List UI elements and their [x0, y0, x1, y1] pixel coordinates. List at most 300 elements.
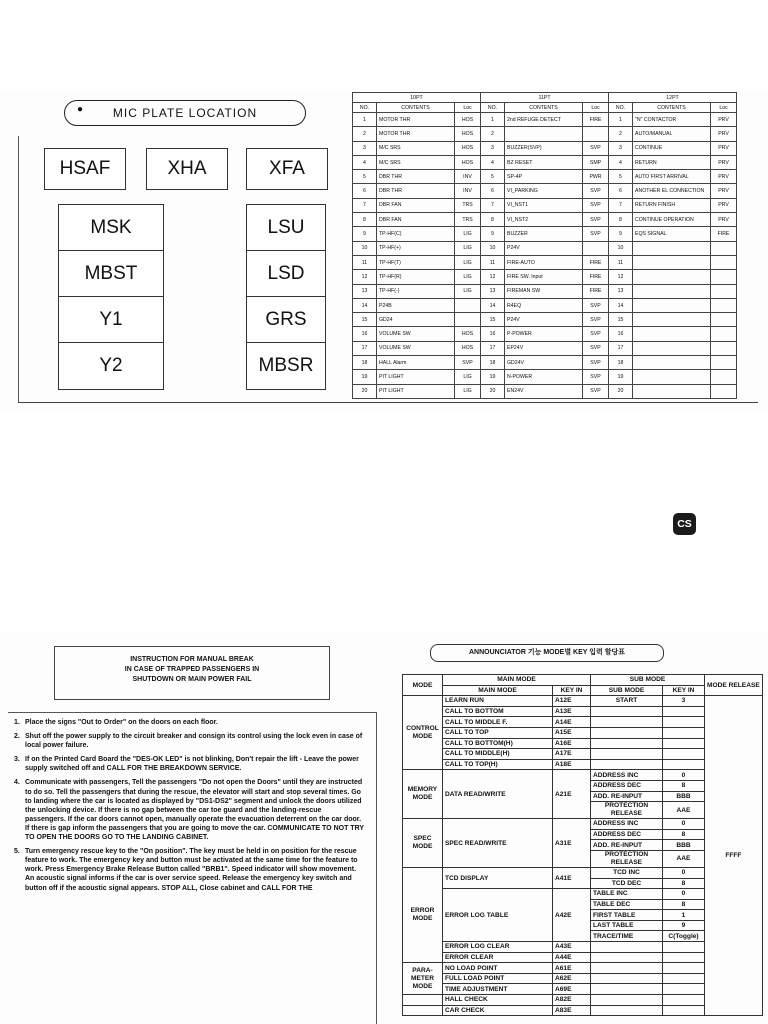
- pin-location-cell: [711, 270, 737, 284]
- main-mode-cell: ERROR CLEAR: [443, 952, 553, 963]
- key-cell: A61E: [553, 963, 591, 974]
- sub-key-cell: AAE: [663, 850, 705, 867]
- main-mode-cell: CALL TO TOP: [443, 727, 553, 738]
- plate-box: LSD: [246, 250, 326, 298]
- pin-location-cell: [711, 370, 737, 384]
- pin-table-row: [353, 370, 737, 384]
- key-cell: A62E: [553, 973, 591, 984]
- pin-location-cell: HOS: [455, 341, 481, 355]
- pin-contents-cell: VI_NST2: [505, 213, 583, 227]
- column-header: Loc: [711, 103, 737, 113]
- sub-mode-cell: PROTECTION RELEASE: [591, 850, 663, 867]
- sub-mode-cell: ADD. RE-INPUT: [591, 840, 663, 851]
- pin-contents-cell: EN24V: [505, 384, 583, 398]
- sub-mode-cell: [591, 995, 663, 1006]
- pin-location-cell: PRV: [711, 127, 737, 141]
- main-mode-cell: CAR CHECK: [443, 1005, 553, 1016]
- item-text: Turn emergency rescue key to the "On position". The key must be held in on position for the rescue feature to work. The emergency key and button must be activated at the same time for the feature to work. Press Emergency Brake Release Button called "BRB1". Speed indicator will show movement. An acoustic signal informs if the car is over service speed. Release the emergency key switch and button off if the acoustic signal appears. STOP ALL, Close cabinet and CALL FOR THE: [25, 848, 358, 892]
- pin-location-cell: INV: [455, 184, 481, 198]
- sub-key-cell: [663, 738, 705, 749]
- pin-number-cell: 14: [609, 298, 633, 312]
- pin-location-cell: PRV: [711, 113, 737, 127]
- sub-mode-cell: TCD INC: [591, 867, 663, 878]
- column-header: Loc: [455, 103, 481, 113]
- plate-box: MBSR: [246, 342, 326, 390]
- pin-location-cell: LIG: [455, 384, 481, 398]
- pin-location-cell: SVP: [583, 227, 609, 241]
- pin-number-cell: 10: [481, 241, 505, 255]
- pin-location-cell: [711, 313, 737, 327]
- pin-location-cell: FIRE: [583, 270, 609, 284]
- column-header: MODE: [403, 675, 443, 696]
- pin-number-cell: 1: [353, 113, 377, 127]
- announciator-table: [402, 674, 763, 1016]
- sub-key-cell: C(Toggle): [663, 931, 705, 942]
- instruction-list: [14, 718, 364, 898]
- sub-key-cell: [663, 727, 705, 738]
- key-cell: A83E: [553, 1005, 591, 1016]
- sub-key-cell: [663, 759, 705, 770]
- pin-number-cell: 4: [609, 155, 633, 169]
- pin-table-row: [353, 170, 737, 184]
- pin-location-cell: SVP: [583, 370, 609, 384]
- sub-key-cell: [663, 973, 705, 984]
- main-mode-cell: TIME ADJUSTMENT: [443, 984, 553, 995]
- pin-contents-cell: M/C SRS: [377, 155, 455, 169]
- pin-table-row: [353, 327, 737, 341]
- mode-cell: [403, 995, 443, 1006]
- instruction-item: [14, 755, 364, 773]
- pin-number-cell: 7: [353, 198, 377, 212]
- key-cell: A43E: [553, 942, 591, 953]
- pin-number-cell: 13: [609, 284, 633, 298]
- pin-contents-cell: MOTOR THR: [377, 127, 455, 141]
- main-mode-cell: SPEC READ/WRITE: [443, 819, 553, 868]
- pin-location-cell: PRV: [711, 155, 737, 169]
- pin-contents-cell: AUTO FIRST ARRIVAL: [633, 170, 711, 184]
- announciator-body: [403, 696, 763, 1016]
- pin-number-cell: 11: [609, 255, 633, 269]
- pin-contents-cell: TP-HF(R): [377, 270, 455, 284]
- sub-mode-cell: ADDRESS DEC: [591, 829, 663, 840]
- pin-number-cell: 2: [353, 127, 377, 141]
- pin-location-cell: HOS: [455, 155, 481, 169]
- pin-number-cell: 2: [609, 127, 633, 141]
- key-cell: A18E: [553, 759, 591, 770]
- pin-contents-cell: 2nd REFUGE DETECT: [505, 113, 583, 127]
- sub-mode-cell: [591, 963, 663, 974]
- pin-number-cell: 3: [609, 141, 633, 155]
- pin-number-cell: 15: [481, 313, 505, 327]
- sub-mode-cell: [591, 727, 663, 738]
- mode-cell: MEMORY MODE: [403, 770, 443, 819]
- plate-box: Y2: [58, 342, 164, 390]
- pin-number-cell: 6: [481, 184, 505, 198]
- sub-key-cell: 8: [663, 829, 705, 840]
- pin-contents-cell: P24V: [505, 313, 583, 327]
- sub-key-cell: 8: [663, 780, 705, 791]
- pin-contents-cell: [633, 356, 711, 370]
- pin-location-cell: INV: [455, 170, 481, 184]
- key-cell: A69E: [553, 984, 591, 995]
- main-mode-cell: CALL TO MIDDLE(H): [443, 749, 553, 760]
- pin-contents-cell: VOLUME SW: [377, 327, 455, 341]
- pin-contents-cell: GD24V: [505, 356, 583, 370]
- pin-number-cell: 9: [353, 227, 377, 241]
- pin-contents-cell: MOTOR THR: [377, 113, 455, 127]
- main-mode-cell: LEARN RUN: [443, 696, 553, 707]
- plate-box: HSAF: [44, 148, 126, 190]
- pin-location-cell: PRV: [711, 141, 737, 155]
- pin-contents-cell: CONTINUE: [633, 141, 711, 155]
- main-mode-cell: TCD DISPLAY: [443, 867, 553, 888]
- main-mode-cell: HALL CHECK: [443, 995, 553, 1006]
- pin-contents-cell: [633, 241, 711, 255]
- pin-location-cell: PWR: [583, 170, 609, 184]
- pin-number-cell: 14: [353, 298, 377, 312]
- pin-location-cell: PRV: [711, 184, 737, 198]
- sub-key-cell: [663, 942, 705, 953]
- pin-contents-cell: BUZZER: [505, 227, 583, 241]
- pin-contents-cell: [633, 313, 711, 327]
- sub-mode-cell: TABLE DEC: [591, 899, 663, 910]
- main-mode-cell: CALL TO TOP(H): [443, 759, 553, 770]
- column-header: NO.: [481, 103, 505, 113]
- pin-contents-cell: [505, 127, 583, 141]
- pin-number-cell: 17: [609, 341, 633, 355]
- pin-contents-cell: FIREMAN SW: [505, 284, 583, 298]
- pin-contents-cell: PIT LIGHT: [377, 384, 455, 398]
- pin-location-cell: [711, 356, 737, 370]
- pin-number-cell: 4: [353, 155, 377, 169]
- pin-number-cell: 9: [609, 227, 633, 241]
- sub-key-cell: 0: [663, 819, 705, 830]
- pin-number-cell: 13: [353, 284, 377, 298]
- pin-location-cell: SVP: [583, 313, 609, 327]
- pin-contents-cell: BZ RESET: [505, 155, 583, 169]
- sub-key-cell: 8: [663, 899, 705, 910]
- sub-mode-cell: TRACE/TIME: [591, 931, 663, 942]
- pin-table-row: [353, 298, 737, 312]
- announciator-title: ANNOUNCIATOR 기능 MODE별 KEY 입력 할당표: [430, 644, 664, 662]
- pin-table-row: [353, 141, 737, 155]
- group-header: 11PT: [481, 93, 609, 103]
- pin-contents-cell: P24B: [377, 298, 455, 312]
- column-header: CONTENTS: [505, 103, 583, 113]
- pin-number-cell: 2: [481, 127, 505, 141]
- pin-location-cell: LIG: [455, 370, 481, 384]
- pin-contents-cell: RETURN: [633, 155, 711, 169]
- pin-number-cell: 19: [481, 370, 505, 384]
- sub-mode-cell: FIRST TABLE: [591, 910, 663, 921]
- mode-release-cell: FFFF: [705, 696, 763, 1016]
- pin-contents-cell: [633, 298, 711, 312]
- pin-contents-cell: [633, 270, 711, 284]
- pin-contents-cell: EP24V: [505, 341, 583, 355]
- instruction-item: [14, 732, 364, 750]
- plate-box: GRS: [246, 296, 326, 344]
- pin-location-cell: FIRE: [583, 113, 609, 127]
- pin-contents-cell: DBR THR: [377, 184, 455, 198]
- pin-location-cell: LIG: [455, 241, 481, 255]
- instruction-heading: [54, 646, 330, 700]
- pin-location-cell: [711, 241, 737, 255]
- instruction-scan: [0, 632, 768, 1024]
- main-mode-cell: ERROR LOG TABLE: [443, 889, 553, 942]
- pin-number-cell: 11: [353, 255, 377, 269]
- key-cell: A15E: [553, 727, 591, 738]
- sub-mode-cell: TCD DEC: [591, 878, 663, 889]
- item-text: Shut off the power supply to the circuit breaker and consign its control using the lock even in case of local power failure.: [25, 733, 363, 750]
- pin-assignment-table: [352, 92, 737, 399]
- pin-location-cell: LIG: [455, 270, 481, 284]
- key-cell: A42E: [553, 889, 591, 942]
- sub-key-cell: [663, 1005, 705, 1016]
- pin-location-cell: [711, 298, 737, 312]
- pin-number-cell: 9: [481, 227, 505, 241]
- column-header: Loc: [583, 103, 609, 113]
- pin-number-cell: 15: [353, 313, 377, 327]
- main-mode-cell: ERROR LOG CLEAR: [443, 942, 553, 953]
- camscanner-logo: CS: [673, 513, 696, 535]
- scan-edge-line: [18, 402, 758, 403]
- pin-table-row: [353, 241, 737, 255]
- pin-number-cell: 15: [609, 313, 633, 327]
- pin-contents-cell: VOLUME SW: [377, 341, 455, 355]
- pin-number-cell: 20: [353, 384, 377, 398]
- pin-table-body: [353, 113, 737, 399]
- pin-location-cell: [711, 327, 737, 341]
- pin-contents-cell: VI_NST1: [505, 198, 583, 212]
- pin-number-cell: 19: [353, 370, 377, 384]
- pin-location-cell: HOS: [455, 113, 481, 127]
- pin-location-cell: FIRE: [583, 255, 609, 269]
- pin-number-cell: 16: [481, 327, 505, 341]
- mode-cell: CONTROL MODE: [403, 696, 443, 770]
- main-mode-cell: CALL TO MIDDLE F.: [443, 717, 553, 728]
- pin-contents-cell: DBR THR: [377, 170, 455, 184]
- key-cell: A82E: [553, 995, 591, 1006]
- pin-table-row: [353, 113, 737, 127]
- column-header: MAIN MODE: [443, 685, 553, 696]
- pin-number-cell: 5: [481, 170, 505, 184]
- pin-contents-cell: SP-4P: [505, 170, 583, 184]
- sub-mode-cell: START: [591, 696, 663, 707]
- heading-line: INSTRUCTION FOR MANUAL BREAK: [130, 656, 254, 663]
- key-cell: A13E: [553, 706, 591, 717]
- pin-number-cell: 12: [353, 270, 377, 284]
- main-mode-cell: DATA READ/WRITE: [443, 770, 553, 819]
- pin-number-cell: 13: [481, 284, 505, 298]
- pin-location-cell: SVP: [583, 298, 609, 312]
- pin-number-cell: 17: [481, 341, 505, 355]
- sub-key-cell: 1: [663, 910, 705, 921]
- item-number: 3.: [14, 756, 20, 764]
- pin-number-cell: 8: [481, 213, 505, 227]
- instruction-item: [14, 778, 364, 842]
- main-mode-cell: CALL TO BOTTOM: [443, 706, 553, 717]
- item-number: 2.: [14, 733, 20, 741]
- pin-location-cell: HOS: [455, 327, 481, 341]
- key-cell: A14E: [553, 717, 591, 728]
- pin-location-cell: [711, 284, 737, 298]
- pin-location-cell: [583, 241, 609, 255]
- column-header: SUB MODE: [591, 675, 705, 686]
- pin-contents-cell: M/C SRS: [377, 141, 455, 155]
- column-header: MAIN MODE: [443, 675, 591, 686]
- plate-box: XHA: [146, 148, 228, 190]
- sub-mode-cell: [591, 749, 663, 760]
- pin-location-cell: LIG: [455, 227, 481, 241]
- sub-mode-cell: ADDRESS INC: [591, 819, 663, 830]
- pin-table-row: [353, 384, 737, 398]
- pin-contents-cell: FIRE SW. Input: [505, 270, 583, 284]
- pin-location-cell: TRS: [455, 198, 481, 212]
- pin-number-cell: 11: [481, 255, 505, 269]
- main-mode-cell: FULL LOAD POINT: [443, 973, 553, 984]
- sub-mode-cell: ADD. RE-INPUT: [591, 791, 663, 802]
- mode-cell: PARA-METER MODE: [403, 963, 443, 995]
- pin-contents-cell: N-POWER: [505, 370, 583, 384]
- heading-line: SHUTDOWN OR MAIN POWER FAIL: [132, 676, 252, 683]
- pin-number-cell: 5: [353, 170, 377, 184]
- pin-table-row: [353, 284, 737, 298]
- heading-line: IN CASE OF TRAPPED PASSENGERS IN: [124, 666, 260, 673]
- plate-box: XFA: [246, 148, 328, 190]
- pin-contents-cell: ANOTHER EL CONNECTION: [633, 184, 711, 198]
- pin-location-cell: [711, 384, 737, 398]
- pin-contents-cell: [633, 284, 711, 298]
- sub-key-cell: BBB: [663, 791, 705, 802]
- pin-contents-cell: FIRE-AUTO: [505, 255, 583, 269]
- plate-box: MSK: [58, 204, 164, 252]
- instruction-item: [14, 718, 364, 727]
- pin-contents-cell: GD24: [377, 313, 455, 327]
- pin-contents-cell: P-POWER: [505, 327, 583, 341]
- sub-key-cell: 3: [663, 696, 705, 707]
- sub-mode-cell: [591, 942, 663, 953]
- pin-number-cell: 10: [609, 241, 633, 255]
- pin-contents-cell: [633, 384, 711, 398]
- key-cell: A44E: [553, 952, 591, 963]
- pin-number-cell: 6: [353, 184, 377, 198]
- pin-location-cell: FIRE: [711, 227, 737, 241]
- sub-mode-cell: [591, 706, 663, 717]
- pin-table-row: [353, 184, 737, 198]
- pin-contents-cell: [633, 341, 711, 355]
- pin-contents-cell: PIT LIGHT: [377, 370, 455, 384]
- sub-key-cell: [663, 984, 705, 995]
- pin-location-cell: [455, 298, 481, 312]
- sub-key-cell: [663, 995, 705, 1006]
- pin-location-cell: PRV: [711, 198, 737, 212]
- pin-number-cell: 16: [609, 327, 633, 341]
- pin-location-cell: HOS: [455, 127, 481, 141]
- pin-location-cell: TRS: [455, 213, 481, 227]
- pin-number-cell: 14: [481, 298, 505, 312]
- sub-key-cell: [663, 717, 705, 728]
- pin-table-row: [353, 270, 737, 284]
- pin-contents-cell: EQS SIGNAL: [633, 227, 711, 241]
- sub-key-cell: 0: [663, 889, 705, 900]
- pin-contents-cell: [633, 255, 711, 269]
- pin-table-row: [353, 155, 737, 169]
- column-header: NO.: [353, 103, 377, 113]
- pin-table-row: [353, 341, 737, 355]
- pin-table-row: [353, 356, 737, 370]
- column-header: CONTENTS: [633, 103, 711, 113]
- group-header: 12PT: [609, 93, 737, 103]
- pin-contents-cell: RETURN FINISH: [633, 198, 711, 212]
- mic-plate-scan: [0, 90, 768, 410]
- pin-contents-cell: P24V: [505, 241, 583, 255]
- key-cell: A17E: [553, 749, 591, 760]
- key-cell: A41E: [553, 867, 591, 888]
- mode-cell: [403, 1005, 443, 1016]
- pin-location-cell: PRV: [711, 213, 737, 227]
- pin-number-cell: 18: [353, 356, 377, 370]
- pin-number-cell: 6: [609, 184, 633, 198]
- pin-location-cell: SVP: [583, 356, 609, 370]
- pin-number-cell: 18: [481, 356, 505, 370]
- plate-box: Y1: [58, 296, 164, 344]
- pin-contents-cell: "N" CONTACTOR: [633, 113, 711, 127]
- pin-contents-cell: DBR FAN: [377, 198, 455, 212]
- item-text: Place the signs "Out to Order" on the doors on each floor.: [25, 719, 218, 726]
- sub-mode-cell: [591, 738, 663, 749]
- item-number: 5.: [14, 848, 20, 856]
- pin-location-cell: HOS: [455, 141, 481, 155]
- pin-table-row: [353, 213, 737, 227]
- sub-key-cell: 8: [663, 878, 705, 889]
- pin-contents-cell: AUTO/MANUAL: [633, 127, 711, 141]
- sub-key-cell: 9: [663, 920, 705, 931]
- pin-number-cell: 19: [609, 370, 633, 384]
- pin-contents-cell: VI_PARKING: [505, 184, 583, 198]
- pin-location-cell: [711, 255, 737, 269]
- pin-table-row: [353, 255, 737, 269]
- pin-location-cell: SVP: [583, 141, 609, 155]
- key-cell: A16E: [553, 738, 591, 749]
- sub-mode-cell: ADDRESS INC: [591, 770, 663, 781]
- pin-number-cell: 7: [609, 198, 633, 212]
- key-cell: A31E: [553, 819, 591, 868]
- column-header: MODE RELEASE: [705, 675, 763, 696]
- pin-location-cell: SVP: [583, 384, 609, 398]
- sub-key-cell: [663, 749, 705, 760]
- mode-cell: SPEC MODE: [403, 819, 443, 868]
- plate-box: MBST: [58, 250, 164, 298]
- pin-location-cell: [711, 341, 737, 355]
- sub-key-cell: AAE: [663, 802, 705, 819]
- pin-location-cell: [583, 127, 609, 141]
- column-header: KEY IN: [663, 685, 705, 696]
- pin-location-cell: LIG: [455, 255, 481, 269]
- pin-location-cell: LIG: [455, 284, 481, 298]
- mode-cell: ERROR MODE: [403, 867, 443, 962]
- pin-contents-cell: TP-HF(+): [377, 241, 455, 255]
- mic-plate-title: ● MIC PLATE LOCATION: [64, 100, 306, 126]
- pin-number-cell: 20: [609, 384, 633, 398]
- column-header: CONTENTS: [377, 103, 455, 113]
- item-text: If on the Printed Card Board the "DES-OK LED" is not blinking, Don't repair the lift - Leave the power supply switched off and CALL FOR THE BREAKDOWN SERVICE.: [25, 756, 359, 773]
- item-number: 1.: [14, 719, 20, 726]
- pin-contents-cell: HALL Alarm: [377, 356, 455, 370]
- sub-mode-cell: PROTECTION RELEASE: [591, 802, 663, 819]
- column-header: NO.: [609, 103, 633, 113]
- key-cell: A21E: [553, 770, 591, 819]
- pin-number-cell: 12: [481, 270, 505, 284]
